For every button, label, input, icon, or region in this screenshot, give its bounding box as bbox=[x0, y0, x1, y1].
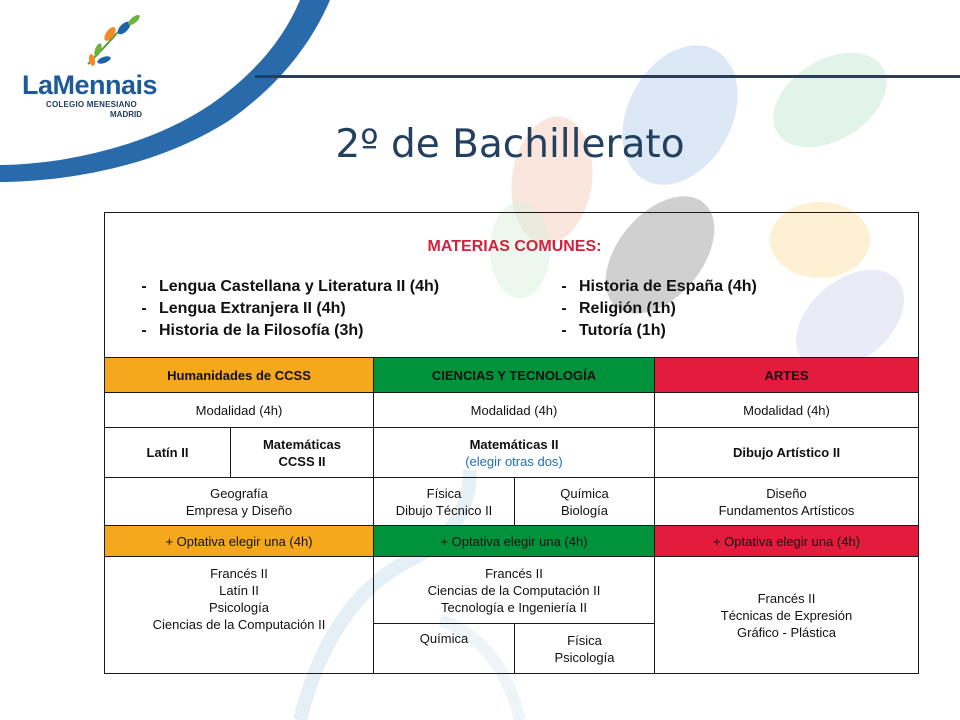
subject-dibujo-artistico: Dibujo Artístico II bbox=[655, 428, 919, 478]
logo-subtitle: COLEGIO MENESIANO bbox=[46, 100, 137, 109]
optativa-humanidades: + Optativa elegir una (4h) bbox=[105, 526, 374, 557]
list-item: - Historia de la Filosofía (3h) bbox=[141, 321, 364, 339]
common-subjects-cell bbox=[105, 213, 919, 358]
modalidad-artes: Modalidad (4h) bbox=[655, 393, 919, 428]
subject-group-geografia: Geografía Empresa y Diseño bbox=[105, 478, 374, 526]
list-item: - Religión (1h) bbox=[561, 299, 676, 317]
modalidad-humanidades: Modalidad (4h) bbox=[105, 393, 374, 428]
common-subjects-heading: MATERIAS COMUNES: bbox=[427, 237, 602, 255]
subject-group-fisica: Física Dibujo Técnico II bbox=[374, 478, 515, 526]
page-title: 2º de Bachillerato bbox=[335, 122, 685, 167]
list-item: - Lengua Extranjera II (4h) bbox=[141, 299, 346, 317]
title-rule bbox=[255, 75, 960, 78]
subject-matematicas-ii: Matemáticas II (elegir otras dos) bbox=[374, 428, 655, 478]
logo-city: MADRID bbox=[110, 110, 142, 119]
options-ciencias-fisica: Física Psicología bbox=[515, 624, 655, 674]
leaf-shape bbox=[599, 25, 760, 205]
common-subjects-left bbox=[105, 276, 529, 342]
list-item: - Historia de España (4h) bbox=[561, 277, 757, 295]
modalidad-ciencias: Modalidad (4h) bbox=[374, 393, 655, 428]
optativa-ciencias: + Optativa elegir una (4h) bbox=[374, 526, 655, 557]
track-header-humanidades: Humanidades de CCSS bbox=[105, 358, 374, 393]
options-humanidades: Francés II Latín II Psicología Ciencias de la Computación II bbox=[105, 557, 374, 674]
optativa-artes: + Optativa elegir una (4h) bbox=[655, 526, 919, 557]
options-ciencias: Francés II Ciencias de la Computación II Tecnología e Ingeniería II bbox=[374, 557, 655, 624]
logo-wordmark: LaMennais bbox=[22, 70, 158, 100]
subjects-table bbox=[104, 212, 919, 674]
track-header-artes: ARTES bbox=[655, 358, 919, 393]
list-item: - Tutoría (1h) bbox=[561, 321, 666, 339]
list-item: - Lengua Castellana y Literatura II (4h) bbox=[141, 277, 440, 295]
subject-latin: Latín II bbox=[105, 428, 231, 478]
options-artes: Francés II Técnicas de Expresión Gráfico - Plástica bbox=[655, 557, 919, 674]
subject-matematicas-ccss: Matemáticas CCSS II bbox=[231, 428, 374, 478]
track-header-ciencias: CIENCIAS Y TECNOLOGÍA bbox=[374, 358, 655, 393]
subject-group-diseno: Diseño Fundamentos Artísticos bbox=[655, 478, 919, 526]
subject-group-quimica: Química Biología bbox=[515, 478, 655, 526]
options-ciencias-quimica: Química bbox=[374, 624, 515, 674]
common-subjects-right bbox=[529, 276, 757, 342]
